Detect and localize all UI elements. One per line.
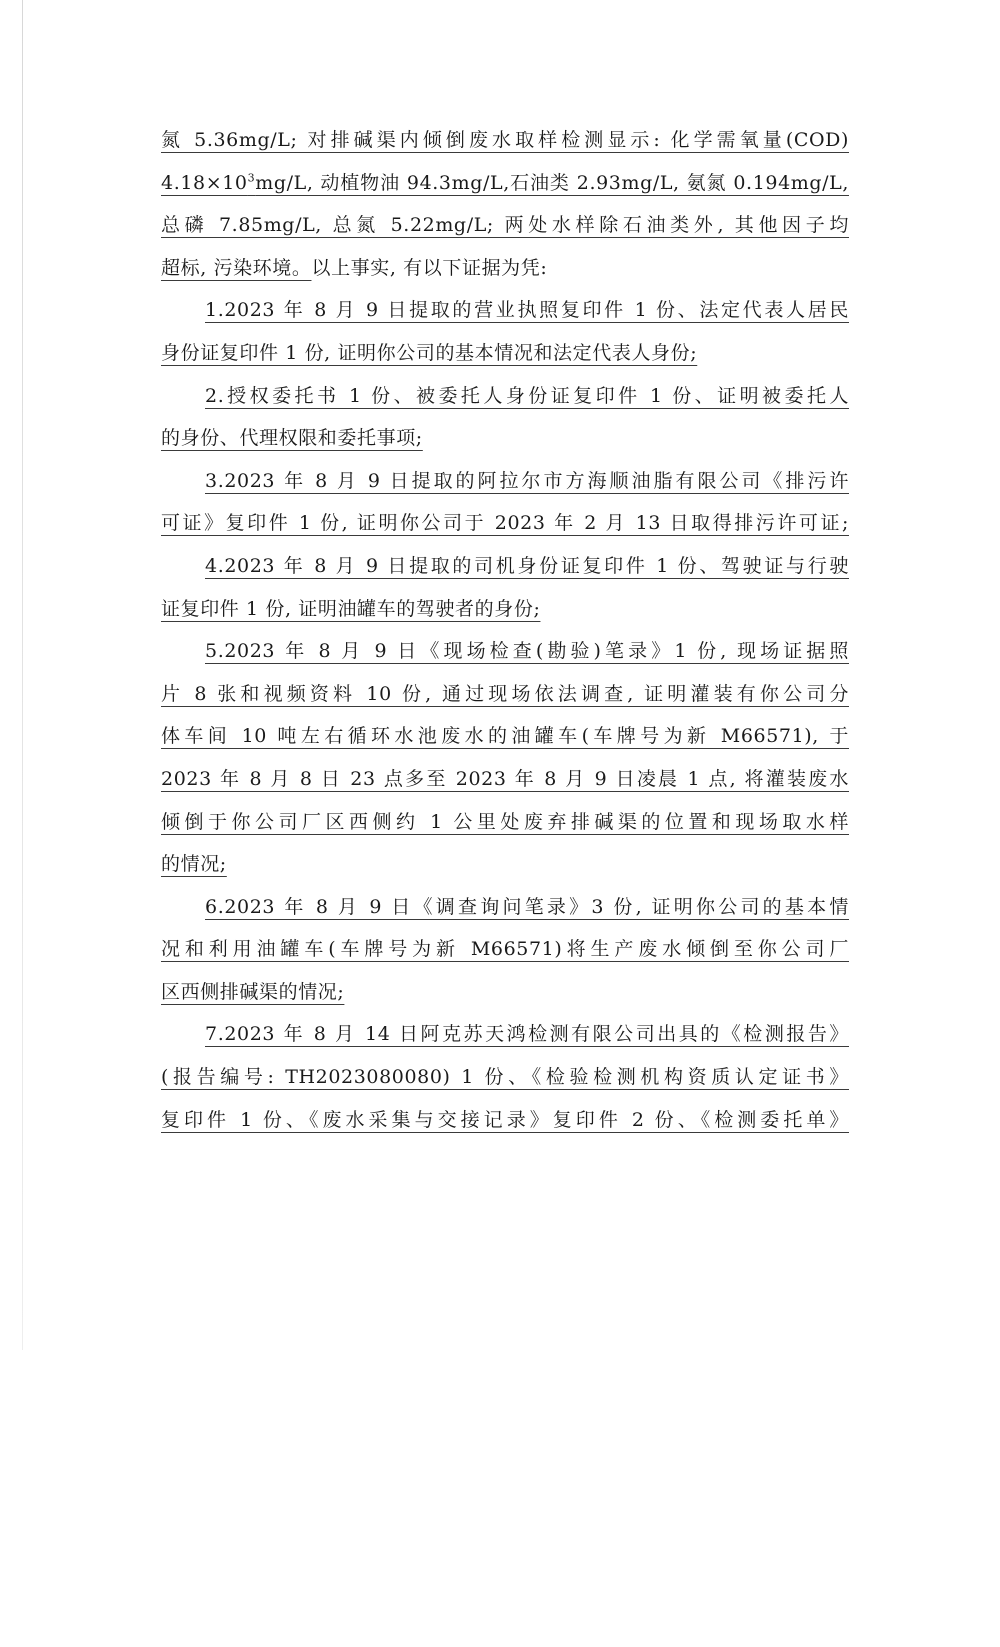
evidence-5-line-1: 5.2023 年 8 月 9 日《现场检查(勘验)笔录》1 份, 现场证据照 — [205, 640, 849, 663]
text-line-3: 总磷 7.85mg/L, 总氮 5.22mg/L; 两处水样除石油类外, 其他因子均 — [161, 214, 849, 237]
evidence-5-line-2: 片 8 张和视频资料 10 份, 通过现场依法调查, 证明灌装有你公司分 — [161, 682, 849, 705]
evidence-1-line-2: 身份证复印件 1 份, 证明你公司的基本情况和法定代表人身份; — [161, 341, 698, 364]
text-line-1: 氮 5.36mg/L; 对排碱渠内倾倒废水取样检测显示: 化学需氧量(COD) — [161, 129, 849, 151]
evidence-6-line-3: 区西侧排碱渠的情况; — [161, 980, 345, 1003]
evidence-5-line-6: 的情况; — [161, 853, 227, 876]
evidence-5-line-4: 2023 年 8 月 8 日 23 点多至 2023 年 8 月 9 日凌晨 1 点, 将灌装废水 — [161, 767, 849, 790]
evidence-6-line-2: 况和利用油罐车(车牌号为新 M66571)将生产废水倾倒至你公司厂 — [161, 938, 849, 961]
evidence-7-line-2: (报告编号: TH2023080080) 1 份、《检验检测机构资质认定证书》 — [161, 1066, 849, 1089]
text-line-4: 超标, 污染环境。以上事实, 有以下证据为凭: — [161, 256, 548, 279]
evidence-3-line-1: 3.2023 年 8 月 9 日提取的阿拉尔市方海顺油脂有限公司《排污许 — [205, 469, 849, 492]
text-line-2: $4.18\times 10^3mg/L$, 动植物油 94.3mg/L,石油类 2.93mg/L, 氨氮 0.194mg/L, — [161, 171, 849, 194]
evidence-3-line-2: 可证》复印件 1 份, 证明你公司于 2023 年 2 月 13 日取得排污许可证; — [161, 512, 849, 535]
scan-edge-shadow — [22, 0, 23, 1350]
evidence-1-line-1: 1.2023 年 8 月 9 日提取的营业执照复印件 1 份、法定代表人居民 — [205, 299, 849, 322]
evidence-7-line-1: 7.2023 年 8 月 14 日阿克苏天鸿检测有限公司出具的《检测报告》 — [205, 1023, 849, 1046]
evidence-5-line-5: 倾倒于你公司厂区西侧约 1 公里处废弃排碱渠的位置和现场取水样 — [161, 810, 849, 833]
evidence-6-line-1: 6.2023 年 8 月 9 日《调查询问笔录》3 份, 证明你公司的基本情 — [205, 895, 849, 918]
document-body — [161, 119, 849, 1141]
evidence-2-line-2: 的身份、代理权限和委托事项; — [161, 427, 423, 450]
evidence-5-line-3: 体车间 10 吨左右循环水池废水的油罐车(车牌号为新 M66571), 于 — [161, 725, 849, 748]
evidence-4-line-1: 4.2023 年 8 月 9 日提取的司机身份证复印件 1 份、驾驶证与行驶 — [205, 554, 849, 577]
evidence-7-line-3: 复印件 1 份、《废水采集与交接记录》复印件 2 份、《检测委托单》 — [161, 1108, 849, 1131]
evidence-2-line-1: 2.授权委托书 1 份、被委托人身份证复印件 1 份、证明被委托人 — [205, 384, 849, 407]
evidence-4-line-2: 证复印件 1 份, 证明油罐车的驾驶者的身份; — [161, 597, 541, 620]
